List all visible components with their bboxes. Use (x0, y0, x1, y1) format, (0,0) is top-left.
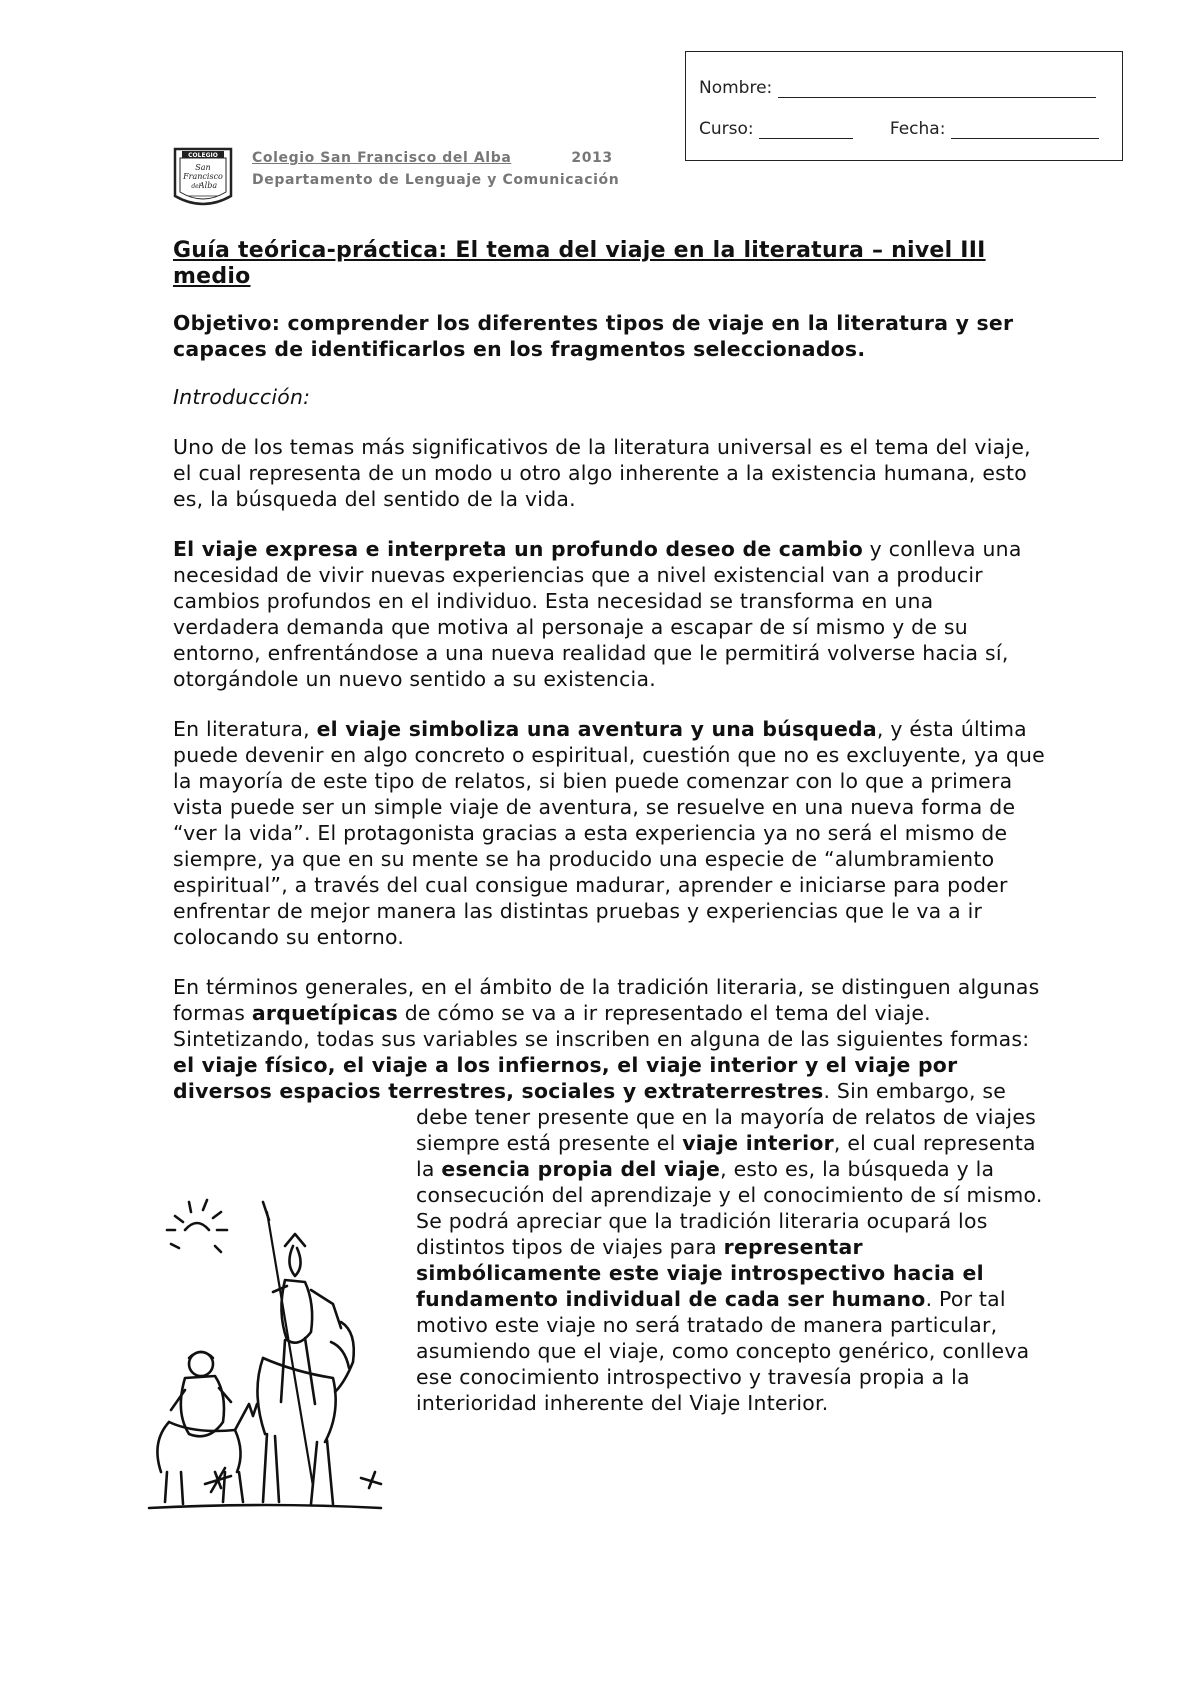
name-row (699, 78, 1096, 98)
document-title: Guía teórica-práctica: El tema del viaje en la literatura – nivel III medio (173, 238, 986, 289)
name-label: Nombre: (699, 78, 773, 98)
course-field-line[interactable] (759, 120, 853, 139)
paragraph-3 (173, 716, 1045, 950)
p3-a: En literatura, (173, 717, 317, 741)
p2-rest: y conlleva una necesidad de vivir nuevas experiencias que a nivel existencial van a producir cambios profundos en el individuo. Esta necesidad se transforma en una verdadera demanda que motiva al personaje a escapar de sí mismo y de su entorno, enfrentándose a una nueva realidad que le permitirá volverse hacia sí, otorgándole un nuevo sentido a su existencia. (173, 537, 1022, 691)
logo-college-text: COLEGIO (188, 152, 218, 159)
department-name: Departamento de Lenguaje y Comunicación (252, 172, 620, 188)
p4-bold-symbolic: representar simbólicamente este viaje introspectivo hacia el fundamento individual de cada ser humano (416, 1235, 984, 1311)
p4-e: , esto es, la búsqueda y la consecución del aprendizaje y el conocimiento de sí mismo. Se podrá apreciar que la tradición literaria ocupará los distintos tipos de viajes para (416, 1157, 1043, 1259)
p4-f: . Por tal motivo este viaje no será tratado de manera particular, asumiendo que el viaje, como concepto genérico, conlleva ese conocimiento introspectivo y travesía propia a la interioridad inherente del Viaje Interior. (416, 1287, 1030, 1415)
p3-b: , y ésta última puede devenir en algo concreto o espiritual, cuestión que no es excluyente, ya que la mayoría de este tipo de relatos, si bien puede comenzar con lo que a primera vista puede ser un simple viaje de aventura, se resuelve en una nueva forma de “ver la vida”. El protagonista gracias a esta experiencia ya no será el mismo de siempre, ya que en su mente se ha producido una especie de “alumbramiento espiritual”, a través del cual consigue madurar, aprender e iniciarse para poder enfrentar de mejor manera las distintas pruebas y experiencias que le va a ir colocando su entorno. (173, 717, 1045, 949)
school-line (252, 147, 619, 169)
p4-b: de cómo se va a ir representado el tema del viaje. Sintetizando, todas sus variables se inscriben en alguna de las siguientes formas: (173, 1001, 1030, 1051)
p4-bold-essence: esencia propia del viaje (441, 1157, 721, 1181)
intro-heading: Introducción: (173, 385, 311, 409)
p4-bold-inner-journey: viaje interior (682, 1131, 834, 1155)
p4-bold-archetypal: arquetípicas (251, 1001, 398, 1025)
paragraph-2 (173, 536, 1045, 692)
logo-del-text: del (191, 183, 201, 190)
p3-bold: el viaje simboliza una aventura y una búsqueda (316, 717, 877, 741)
school-year: 2013 (571, 150, 613, 166)
objective-text: Objetivo: comprender los diferentes tipos de viaje en la literatura y ser capaces de identificarlos en los fragmentos seleccionados. (173, 311, 1014, 361)
logo-san-text: San (195, 163, 211, 172)
student-info-box (685, 51, 1123, 161)
course-date-row (699, 119, 1099, 139)
logo-francisco-text: Francisco (183, 172, 223, 181)
paragraph-1: Uno de los temas más significativos de la literatura universal es el tema del viaje, el cual representa de un modo u otro algo inherente a la existencia humana, esto es, la búsqueda del sentido de la vida. (173, 435, 1031, 511)
p4-a: En términos generales, en el ámbito de la tradición literaria, se distinguen algunas formas (173, 975, 1040, 1025)
name-field-line[interactable] (778, 79, 1096, 98)
p2-bold: El viaje expresa e interpreta un profundo deseo de cambio (173, 537, 863, 561)
school-logo-icon (172, 146, 234, 214)
logo-alba-text: Alba (198, 181, 218, 190)
p4-c: . Sin embargo, se debe tener presente que en la mayoría de relatos de viajes siempre está presente el (416, 1079, 1036, 1155)
p4-bold-forms: el viaje físico, el viaje a los infiernos, el viaje interior y el viaje por diversos espacios terrestres, sociales y extraterrestres (173, 1053, 958, 1103)
date-label: Fecha: (889, 119, 946, 139)
school-name: Colegio San Francisco del Alba (252, 150, 512, 166)
date-field-line[interactable] (951, 120, 1099, 139)
school-header (252, 147, 619, 191)
don-quixote-drawing-icon (145, 1172, 388, 1524)
course-label: Curso: (699, 119, 754, 139)
p4-d: , el cual representa la (416, 1131, 1036, 1181)
